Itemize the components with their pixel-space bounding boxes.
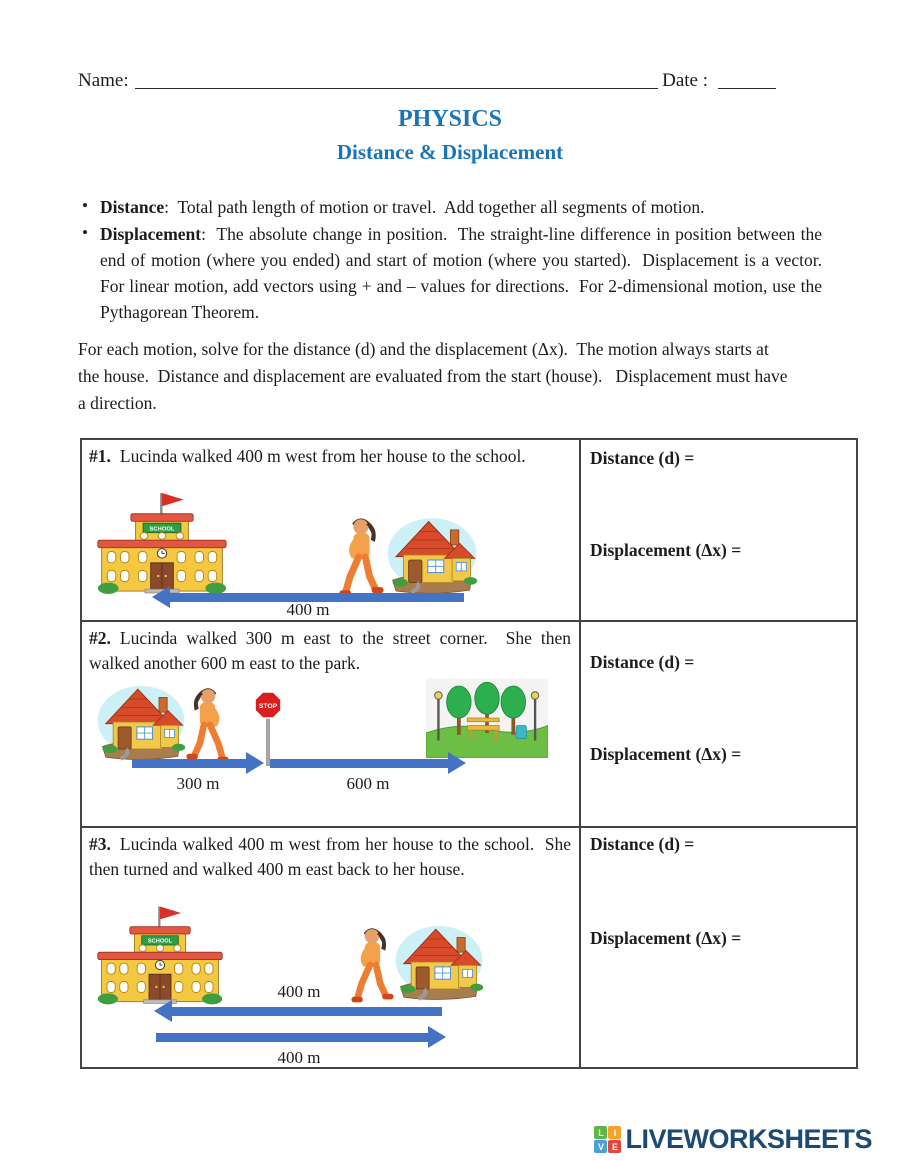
bullet-icon: • <box>82 196 88 215</box>
arrow-left-icon <box>154 1000 442 1022</box>
definitions-list <box>78 194 831 326</box>
problem-2-statement: Lucinda walked 300 m east to the street corner. She then walked another 600 m east to the park. <box>89 628 576 673</box>
problem-1-statement: Lucinda walked 400 m west from her house to the school. <box>119 446 526 466</box>
problem-3-cell <box>82 828 581 1067</box>
problem-2-text <box>82 622 579 676</box>
problem-3-answers[interactable] <box>581 828 856 1067</box>
brand-text: LIVEWORKSHEETS <box>625 1124 872 1154</box>
problem-2-number: #2. <box>89 628 111 648</box>
definition-distance-term: Distance <box>100 197 165 217</box>
arrow-label: 400 m <box>286 600 330 619</box>
problem-2-row <box>82 620 856 826</box>
liveworksheets-logo-icon <box>594 1126 621 1153</box>
logo-tile-i: I <box>608 1126 621 1139</box>
problem-3-statement: Lucinda walked 400 m west from her house to the school. She then turned and walked 400 m east back to her house. <box>89 834 576 879</box>
problem-3-number: #3. <box>89 834 111 854</box>
arrow-right-icon <box>132 752 264 774</box>
problems-table <box>80 438 858 1069</box>
date-label: Date : <box>662 70 708 91</box>
problem-3-row <box>82 826 856 1067</box>
name-input-line[interactable] <box>135 70 658 89</box>
logo-tile-v: V <box>594 1140 607 1153</box>
instructions-paragraph: For each motion, solve for the distance (d) and the displacement (Δx). The motion always starts at the house. Distance and displacement are evaluated from the start (house). Displacement must have a direction. <box>78 339 792 413</box>
arrow-label: 300 m <box>176 774 220 793</box>
problem-1-cell <box>82 440 581 620</box>
problem-1-number: #1. <box>89 446 111 466</box>
problem-3-text <box>82 828 579 882</box>
problem-2-cell <box>82 622 581 826</box>
arrow-label: 600 m <box>346 774 390 793</box>
definition-distance <box>78 194 822 220</box>
problem-1-answers[interactable] <box>581 440 856 620</box>
logo-tile-l: L <box>594 1126 607 1139</box>
definition-displacement <box>78 221 831 325</box>
distance-label: Distance (d) = <box>590 652 695 672</box>
logo-tile-e: E <box>608 1140 621 1153</box>
problem-1-row <box>82 440 856 620</box>
page-title: PHYSICS <box>397 106 503 132</box>
displacement-label: Displacement (Δx) = <box>590 744 742 764</box>
page-subtitle: Distance & Displacement <box>336 140 564 164</box>
distance-label: Distance (d) = <box>590 834 695 854</box>
name-label: Name: <box>78 70 129 91</box>
distance-label: Distance (d) = <box>590 448 695 468</box>
arrow-label: 400 m <box>277 982 321 1001</box>
arrow-right-icon <box>270 752 466 774</box>
school-illustration <box>96 488 228 598</box>
bullet-icon: • <box>82 223 88 242</box>
footer-brand[interactable] <box>594 1124 872 1155</box>
problem-1-text <box>82 440 579 469</box>
park-illustration <box>426 678 548 758</box>
definition-displacement-text: : The absolute change in position. The straight-line difference in position between the end of motion (where you ended) and start of motion (where you started). Displacement is a vector. For linear motion, add vectors using + and – values for directions. For 2-dimensional motion, use the Pythagorean Theorem. <box>100 224 831 322</box>
arrow-right-icon <box>156 1026 446 1048</box>
definition-distance-text: : Total path length of motion or travel. Add together all segments of motion. <box>164 197 705 217</box>
arrow-label: 400 m <box>277 1048 321 1067</box>
displacement-label: Displacement (Δx) = <box>590 928 742 948</box>
date-input-line[interactable] <box>718 70 776 89</box>
problem-2-answers[interactable] <box>581 622 856 826</box>
definition-displacement-term: Displacement <box>100 224 202 244</box>
displacement-label: Displacement (Δx) = <box>590 540 742 560</box>
name-date-row <box>78 70 776 92</box>
